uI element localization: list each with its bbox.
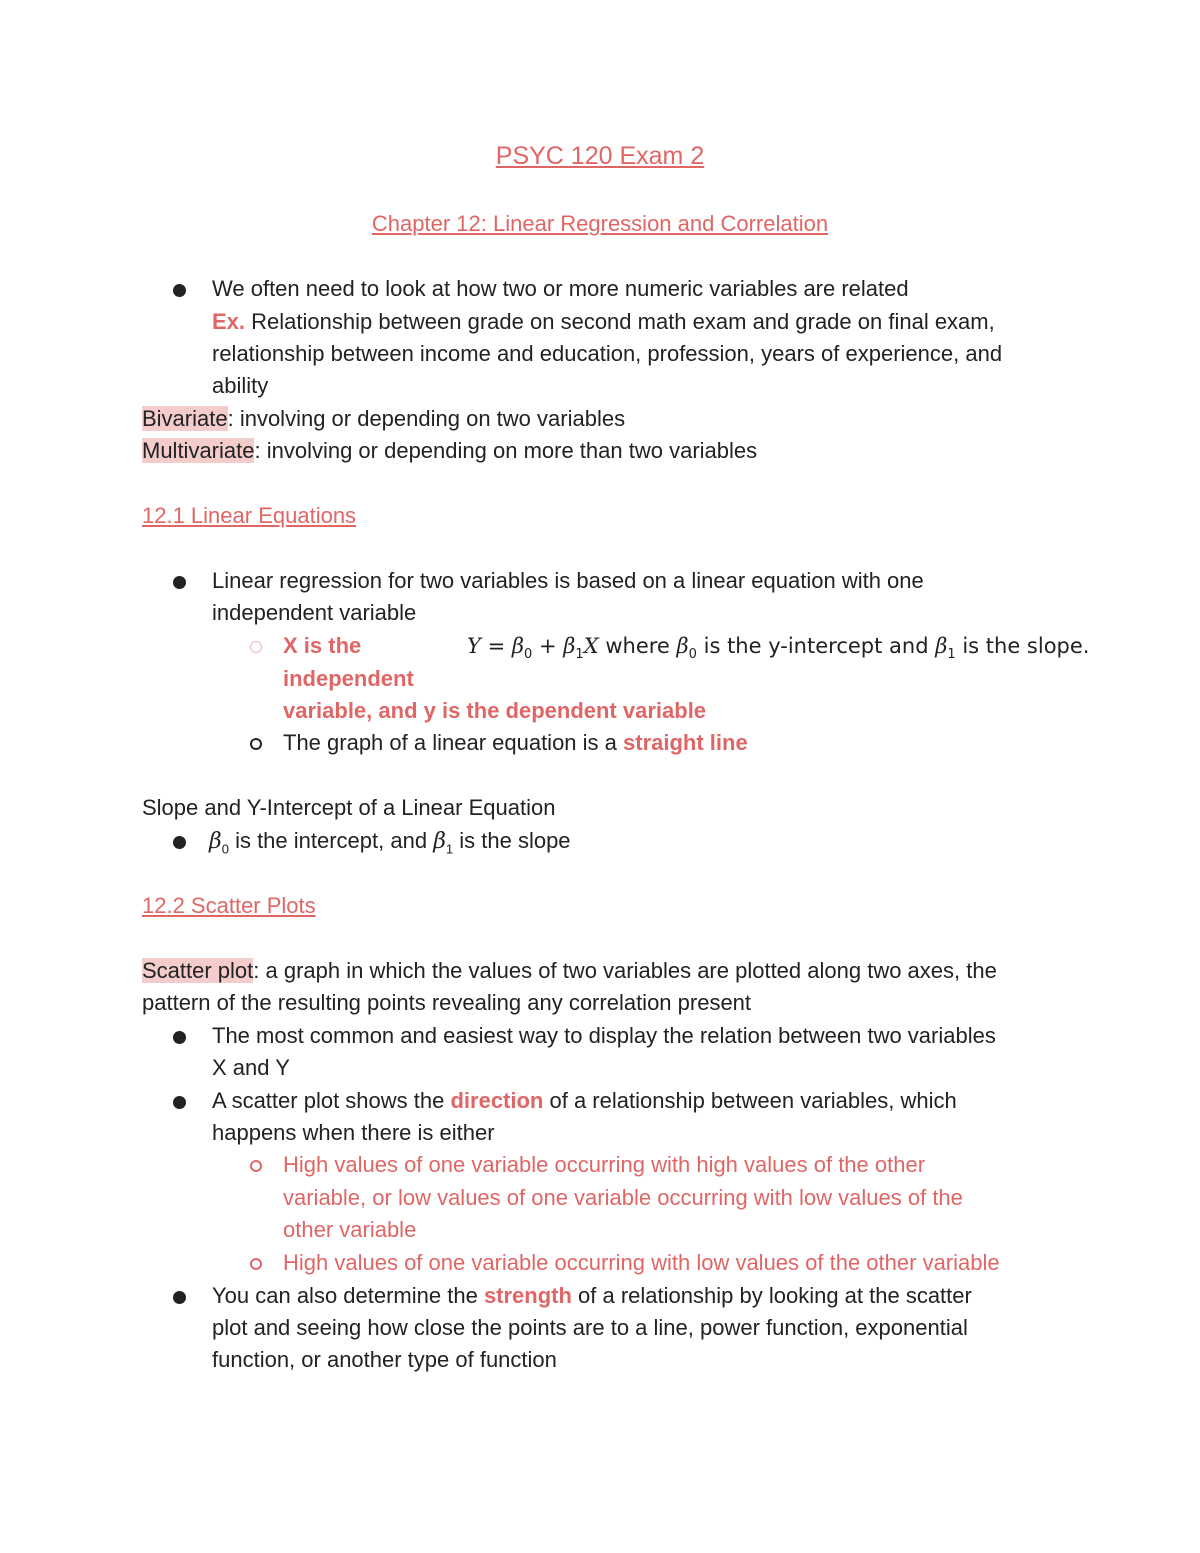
- straight-line-text: The graph of a linear equation is a: [283, 730, 624, 755]
- strength-emphasis: strength: [483, 1283, 572, 1308]
- linear-regression-bullet-line-1: Linear regression for two variables is based on a linear equation with one: [212, 568, 924, 593]
- slope-bullet: [209, 826, 571, 864]
- bullet-dot: [173, 576, 186, 589]
- eq-plus: +: [538, 634, 557, 658]
- positive-relation-line-1: High values of one variable occurring with high values of the other: [283, 1152, 926, 1177]
- scatter-plot-def: : a graph in which the values of two variables are plotted along two axes, the: [253, 958, 997, 983]
- direction-emphasis: direction: [450, 1088, 544, 1113]
- eq-beta1-ref-sub: 1: [947, 647, 956, 663]
- beta0-sub: 0: [221, 841, 229, 857]
- eq-middle-text: is the y-intercept and: [703, 634, 929, 658]
- sub-bullet-circle: [250, 641, 262, 653]
- beta1-sub: 1: [445, 841, 454, 857]
- slope-heading: Slope and Y-Intercept of a Linear Equation: [142, 795, 556, 820]
- eq-equals: =: [487, 634, 506, 658]
- direction-line-2: happens when there is either: [212, 1120, 495, 1145]
- slope-text-1: is the intercept, and: [228, 828, 434, 853]
- bullet-dot: [173, 284, 186, 297]
- multivariate-definition: [142, 436, 757, 466]
- bivariate-def: : involving or depending on two variables: [227, 406, 626, 431]
- strength-post: of a relationship by looking at the scatter: [571, 1283, 972, 1308]
- linear-regression-bullet-line-2: independent variable: [212, 600, 417, 625]
- eq-beta0-sub: 0: [524, 647, 533, 663]
- scatter-plot-term: Scatter plot: [142, 958, 254, 983]
- chapter-heading: Chapter 12: Linear Regression and Correlation: [371, 211, 829, 236]
- positive-relation-line-2: variable, or low values of one variable occurring with low values of the: [283, 1185, 963, 1210]
- eq-where: where: [605, 634, 670, 658]
- direction-pre: A scatter plot shows the: [212, 1088, 451, 1113]
- example-label: Ex.: [212, 309, 246, 334]
- example-line-2: relationship between income and education, profession, years of experience, and: [212, 341, 1003, 366]
- bullet-dot: [173, 1096, 186, 1109]
- bullet-dot: [173, 1291, 186, 1304]
- multivariate-def: : involving or depending on more than two variables: [254, 438, 758, 463]
- negative-relation-line: High values of one variable occurring with low values of the other variable: [283, 1250, 1000, 1275]
- eq-beta1: β: [563, 634, 576, 658]
- strength-pre: You can also determine the: [212, 1283, 484, 1308]
- eq-beta0: β: [511, 634, 524, 658]
- eq-beta1-sub: 1: [575, 647, 584, 663]
- slope-text-2: is the slope: [453, 828, 571, 853]
- bullet-dot: [173, 836, 186, 849]
- scatter-plot-definition-line-2: pattern of the resulting points revealing any correlation present: [142, 990, 752, 1015]
- eq-beta0-ref-sub: 0: [688, 647, 697, 663]
- bivariate-definition: [142, 404, 625, 434]
- common-way-line-1: The most common and easiest way to display the relation between two variables: [212, 1023, 996, 1048]
- section-heading-12-2: 12.2 Scatter Plots: [142, 893, 316, 918]
- straight-line-emphasis: straight line: [623, 730, 748, 755]
- bivariate-term: Bivariate: [142, 406, 228, 431]
- sub-bullet-circle: [250, 1258, 262, 1270]
- scatter-plot-definition-line-1: [142, 956, 997, 986]
- independent-var-line-3: variable, and y is the dependent variable: [283, 698, 707, 723]
- common-way-line-2: X and Y: [212, 1055, 290, 1080]
- strength-line-1: [212, 1281, 972, 1311]
- independent-var-line-2: independent: [283, 666, 414, 691]
- direction-post: of a relationship between variables, which: [543, 1088, 957, 1113]
- eq-beta1-ref: β: [935, 634, 948, 658]
- intro-bullet-1: We often need to look at how two or more numeric variables are related: [212, 276, 909, 301]
- independent-var-line-1: X is the: [283, 633, 362, 658]
- example-line-3: ability: [212, 373, 269, 398]
- beta0-symbol: β: [209, 829, 222, 854]
- eq-y: Y: [467, 634, 481, 658]
- beta1-symbol: β: [433, 829, 446, 854]
- direction-line-1: [212, 1086, 957, 1116]
- linear-equation: [467, 631, 1089, 670]
- positive-relation-line-3: other variable: [283, 1217, 417, 1242]
- sub-bullet-circle: [250, 738, 262, 750]
- bullet-dot: [173, 1031, 186, 1044]
- page-title: PSYC 120 Exam 2: [495, 142, 705, 170]
- eq-x: X: [583, 634, 599, 658]
- eq-end-text: is the slope.: [962, 634, 1090, 658]
- straight-line-note: [283, 728, 748, 758]
- strength-line-2: plot and seeing how close the points are to a line, power function, exponential: [212, 1315, 968, 1340]
- strength-line-3: function, or another type of function: [212, 1347, 557, 1372]
- example-line-1: [212, 307, 995, 337]
- sub-bullet-circle: [250, 1160, 262, 1172]
- multivariate-term: Multivariate: [142, 438, 255, 463]
- eq-beta0-ref: β: [676, 634, 689, 658]
- section-heading-12-1: 12.1 Linear Equations: [142, 503, 357, 528]
- example-text: Relationship between grade on second math exam and grade on final exam,: [245, 309, 995, 334]
